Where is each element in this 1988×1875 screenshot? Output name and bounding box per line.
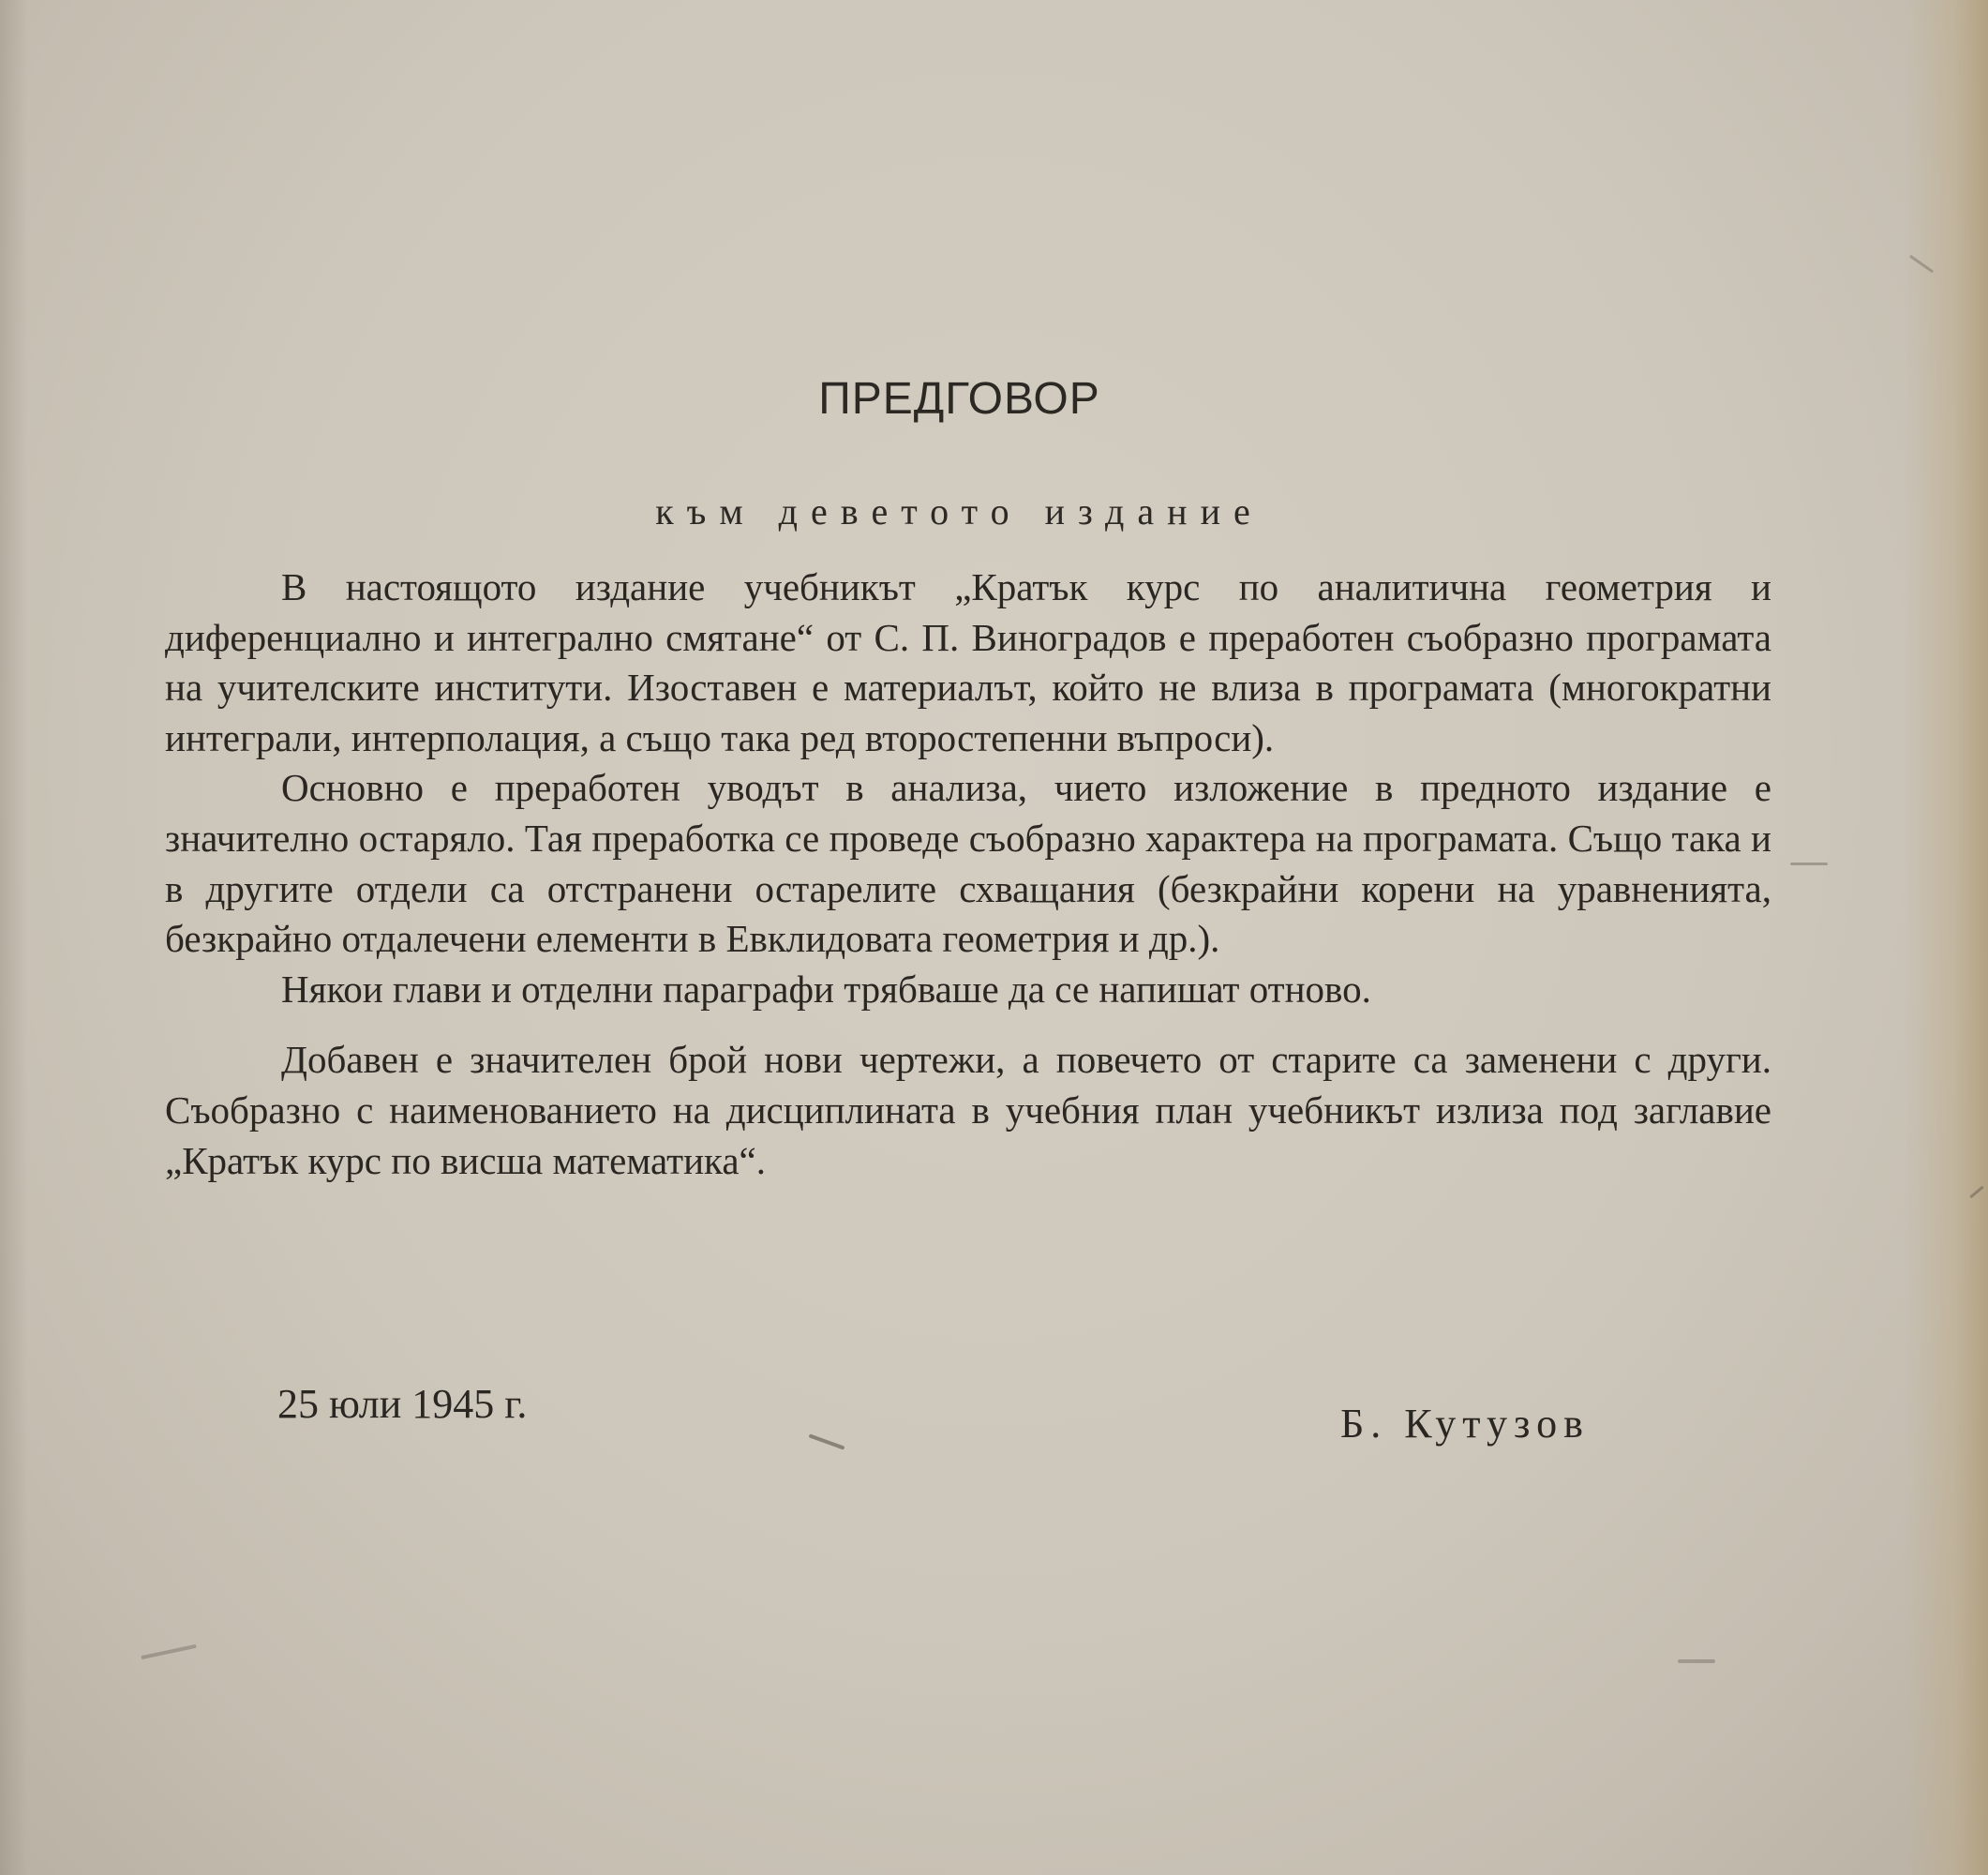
- page-left-shadow: [0, 0, 28, 1875]
- paragraph-4: Добавен е значителен брой нови чертежи, а повечето от старите са заменени с други. Съобразно с наименованието на дисциплината в учебния план учебникът излиза под заглавие „Кратък курс по висша математика“.: [165, 1038, 1771, 1182]
- paper-speck: [1678, 1659, 1715, 1663]
- preface-body: [165, 562, 1771, 1186]
- paper-speck: [1790, 862, 1828, 865]
- author-signature: Б. Кутузов: [1340, 1401, 1590, 1447]
- paper-speck: [141, 1644, 197, 1659]
- paragraph-1: В настоящото издание учебникът „Кратък курс по аналитична геометрия и диференциално и интегрално смятане“ от С. П. Виноградов е преработен съобразно програмата на учителските институти. Изоставен е материалът, който не влиза в програмата (многократни интеграли, интерполация, а също така ред второстепенни въпроси).: [165, 565, 1771, 759]
- page-subtitle: към деветото издание: [655, 490, 1263, 532]
- page-title: ПРЕДГОВОР: [818, 374, 1100, 424]
- paragraph-3: Някои глави и отделни параграфи трябваше да се напишат отново.: [281, 967, 1371, 1011]
- date-line: 25 юли 1945 г.: [277, 1381, 528, 1427]
- paper-speck: [809, 1433, 845, 1449]
- paragraph-2: Основно е преработен уводът в анализа, чието изложение в предното издание е значително остаряло. Тая преработка се проведе съобразно характера на програмата. Също така и в другите отдели са отстранени остарелите схващания (безкрайни корени на уравненията, безкрайно отдалечени елементи в Евклидовата геометрия и др.).: [165, 766, 1771, 961]
- page-right-edge-stain: [1904, 0, 1988, 1875]
